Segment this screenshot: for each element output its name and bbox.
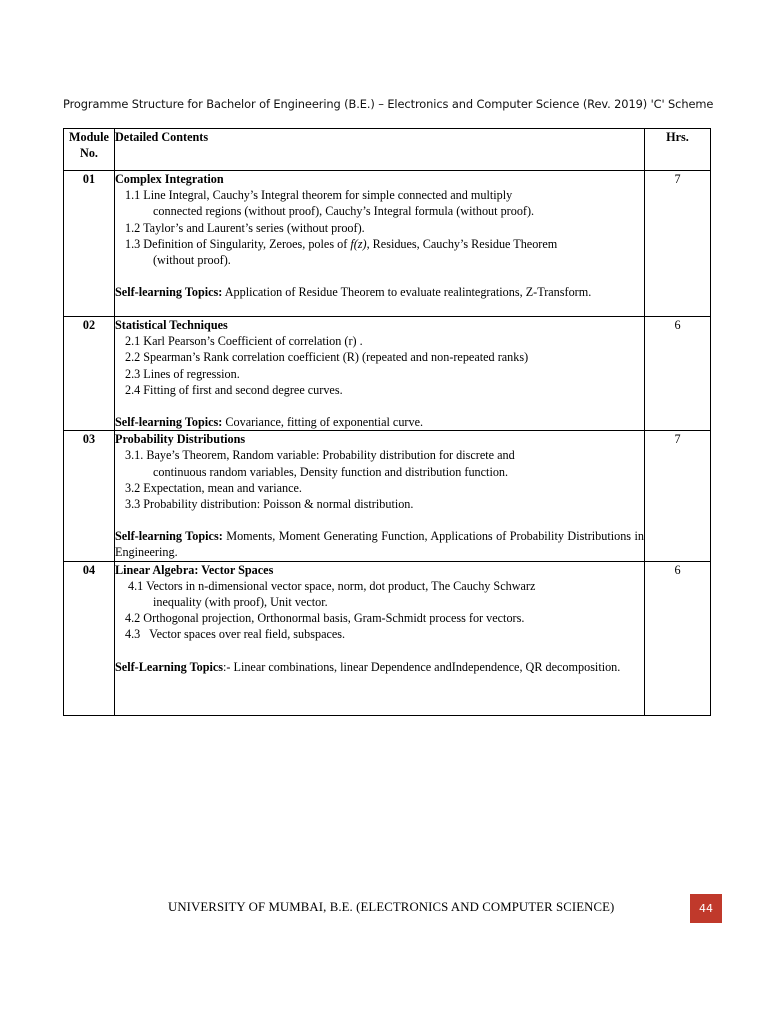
contents-column-header: Detailed Contents bbox=[115, 129, 645, 171]
module-hours: 7 bbox=[645, 171, 711, 317]
item-text: Baye’s Theorem, Random variable: Probability distribution for discrete and bbox=[146, 448, 515, 463]
page-number: 44 bbox=[690, 894, 722, 923]
module-contents bbox=[115, 431, 645, 561]
list-item bbox=[115, 626, 644, 642]
module-number: 03 bbox=[64, 431, 115, 561]
module-column-header bbox=[64, 129, 115, 171]
self-learning-label: Self-learning Topics: bbox=[115, 529, 223, 544]
item-continuation: connected regions (without proof), Cauchy’s Integral formula (without proof). bbox=[153, 204, 535, 219]
module-contents bbox=[115, 171, 645, 317]
list-item bbox=[115, 349, 644, 365]
item-text: Probability distribution: Poisson & normal distribution. bbox=[143, 497, 414, 512]
hours-column-header: Hrs. bbox=[645, 129, 711, 171]
item-number: 4.2 bbox=[125, 611, 141, 626]
module-contents bbox=[115, 561, 645, 715]
self-learning-text: Application of Residue Theorem to evaluate realintegrations, Z-Transform. bbox=[224, 285, 592, 300]
module-number: 04 bbox=[64, 561, 115, 715]
module-title: Complex Integration bbox=[115, 172, 224, 186]
self-learning-topics bbox=[115, 659, 644, 675]
item-number: 1.1 bbox=[125, 188, 141, 203]
item-text: Spearman’s Rank correlation coefficient (R) (repeated and non-repeated ranks) bbox=[143, 350, 529, 365]
item-text: Line Integral, Cauchy’s Integral theorem for simple connected and multiply bbox=[143, 188, 513, 203]
module-number: 01 bbox=[64, 171, 115, 317]
item-number: 3.1. bbox=[125, 448, 144, 463]
self-learning-topics bbox=[115, 414, 644, 430]
module-hours: 7 bbox=[645, 431, 711, 561]
item-continuation: (without proof). bbox=[153, 253, 231, 268]
item-number: 2.1 bbox=[125, 334, 141, 349]
list-item bbox=[115, 578, 644, 594]
table-row bbox=[64, 317, 711, 431]
module-contents bbox=[115, 317, 645, 431]
list-item bbox=[115, 220, 644, 236]
item-number: 2.4 bbox=[125, 382, 141, 397]
module-title: Statistical Techniques bbox=[115, 318, 228, 332]
module-title: Probability Distributions bbox=[115, 432, 246, 447]
module-number: 02 bbox=[64, 317, 115, 431]
table-row bbox=[64, 171, 711, 317]
item-continuation: inequality (with proof), Unit vector. bbox=[153, 595, 328, 610]
item-text: Karl Pearson’s Coefficient of correlation (r) . bbox=[143, 334, 363, 349]
self-learning-text: :- Linear combinations, linear Dependence andIndependence, QR decomposition. bbox=[223, 659, 621, 674]
self-learning-label: Self-learning Topics: bbox=[115, 415, 223, 430]
list-item bbox=[115, 480, 644, 496]
module-hours: 6 bbox=[645, 317, 711, 431]
module-title: Linear Algebra: Vector Spaces bbox=[115, 562, 274, 577]
module-hours: 6 bbox=[645, 561, 711, 715]
list-item bbox=[115, 610, 644, 626]
item-continuation: continuous random variables, Density function and distribution function. bbox=[153, 464, 509, 479]
page-footer: UNIVERSITY OF MUMBAI, B.E. (ELECTRONICS AND COMPUTER SCIENCE) bbox=[168, 900, 615, 914]
self-learning-topics bbox=[115, 284, 644, 300]
self-learning-topics bbox=[115, 528, 644, 560]
list-item bbox=[115, 496, 644, 512]
item-text: Vector spaces over real field, subspaces. bbox=[143, 627, 346, 642]
module-header-line2: No. bbox=[80, 146, 98, 160]
list-item bbox=[115, 382, 644, 398]
item-number: 3.2 bbox=[125, 480, 141, 495]
table-row bbox=[64, 431, 711, 561]
item-number: 2.2 bbox=[125, 350, 141, 365]
item-text: Definition of Singularity, Zeroes, poles of f(z), Residues, Cauchy’s Residue Theorem bbox=[143, 236, 558, 251]
item-text: Fitting of first and second degree curves. bbox=[143, 382, 343, 397]
list-item bbox=[115, 236, 644, 252]
self-learning-text: Moments, Moment Generating Function, Applications of Probability Distributions in Engineering. bbox=[115, 529, 644, 560]
table-header-row bbox=[64, 129, 711, 171]
item-text: Orthogonal projection, Orthonormal basis, Gram-Schmidt process for vectors. bbox=[143, 611, 525, 626]
page-header: Programme Structure for Bachelor of Engineering (B.E.) – Electronics and Computer Science (Rev. 2019) 'C' Scheme bbox=[63, 97, 714, 111]
list-item bbox=[115, 187, 644, 203]
self-learning-text: Covariance, fitting of exponential curve. bbox=[225, 415, 424, 430]
item-number: 4.3 bbox=[125, 627, 141, 642]
module-header-line1: Module bbox=[69, 130, 109, 144]
list-item bbox=[115, 447, 644, 463]
item-text: Expectation, mean and variance. bbox=[143, 480, 302, 495]
self-learning-label: Self-learning Topics: bbox=[115, 285, 223, 300]
item-text: Taylor’s and Laurent’s series (without proof). bbox=[143, 220, 365, 235]
item-number: 3.3 bbox=[125, 497, 141, 512]
item-number: 2.3 bbox=[125, 366, 141, 381]
list-item bbox=[115, 333, 644, 349]
item-number: 1.3 bbox=[125, 236, 141, 251]
item-number: 1.2 bbox=[125, 220, 141, 235]
item-text: Vectors in n-dimensional vector space, norm, dot product, The Cauchy Schwarz bbox=[146, 578, 536, 593]
list-item bbox=[115, 366, 644, 382]
syllabus-table bbox=[63, 128, 711, 716]
table-row bbox=[64, 561, 711, 715]
item-text: Lines of regression. bbox=[143, 366, 240, 381]
self-learning-label: Self-Learning Topics bbox=[115, 659, 224, 674]
item-number: 4.1 bbox=[128, 578, 144, 593]
